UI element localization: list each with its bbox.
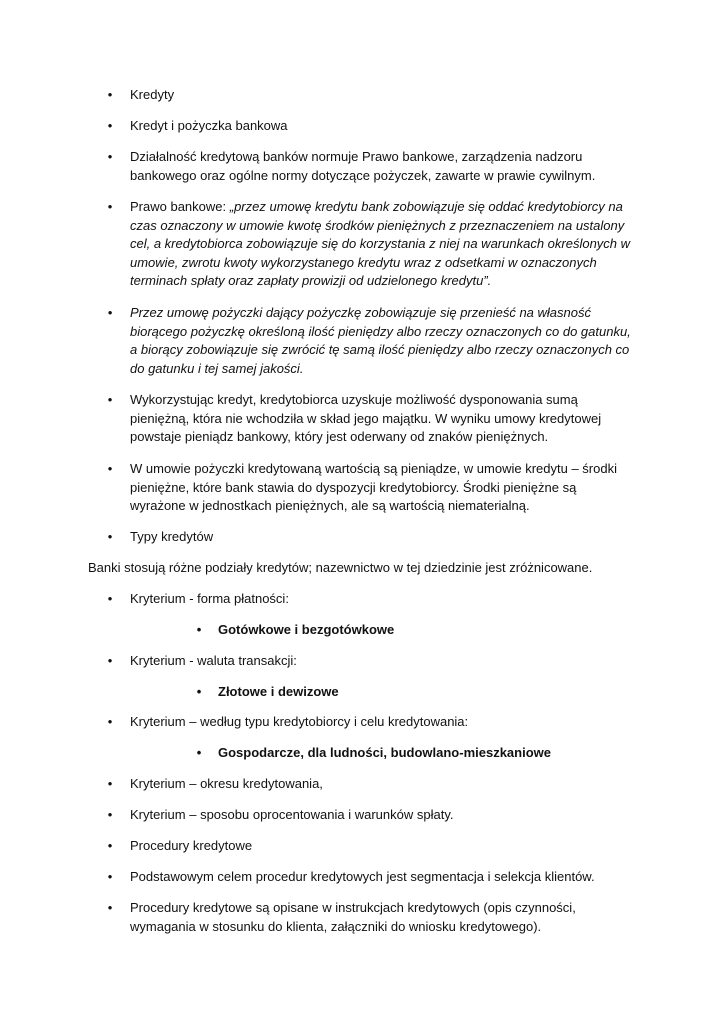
list-item (107, 775, 635, 794)
list-item-lead: Prawo bankowe: (130, 199, 230, 214)
list-item-text: Podstawowym celem procedur kredytowych jest segmentacja i selekcja klientów. (130, 869, 595, 884)
list-item (107, 198, 635, 291)
list-item (107, 148, 635, 185)
list-item-text: Procedury kredytowe (130, 838, 253, 853)
list-item-text: Wykorzystując kredyt, kredytobiorca uzyskuje możliwość dysponowania sumą pieniężną, która nie wchodziła w skład jego majątku. W wyniku umowy kredytowej powstaje pieniądz bankowy, który jest oderwany od znaków pieniężnych. (130, 392, 602, 444)
list-item-text: Kryterium – sposobu oprocentowania i warunków spłaty. (130, 807, 454, 822)
bullet-icon: • (107, 591, 113, 606)
list-item (107, 590, 635, 609)
list-item-text: Kredyty (130, 87, 175, 102)
list-item (107, 117, 635, 136)
list-item (107, 86, 635, 105)
bullet-icon: • (107, 714, 113, 729)
bullet-icon: • (107, 653, 113, 668)
sub-list-item (196, 621, 638, 640)
bullet-icon: • (107, 149, 113, 164)
list-item-text: Kryterium – według typu kredytobiorcy i celu kredytowania: (130, 714, 469, 729)
list-item (107, 460, 635, 516)
paragraph: Banki stosują różne podziały kredytów; nazewnictwo w tej dziedzinie jest zróżnicowane. (88, 560, 593, 575)
bullet-icon: • (107, 900, 113, 915)
bullet-icon: • (196, 745, 202, 760)
list-item-text: Kredyt i pożyczka bankowa (130, 118, 288, 133)
list-item (107, 837, 635, 856)
sub-list-item-text: Złotowe i dewizowe (218, 684, 339, 699)
sub-list-item (196, 744, 638, 763)
bullet-icon: • (107, 199, 113, 214)
list-item (107, 713, 635, 732)
sub-list-item-text: Gotówkowe i bezgotówkowe (218, 622, 395, 637)
sub-list-item-text: Gospodarcze, dla ludności, budowlano-mieszkaniowe (218, 745, 551, 760)
bullet-icon: • (107, 118, 113, 133)
bullet-icon: • (107, 776, 113, 791)
bullet-icon: • (107, 529, 113, 544)
list-item-text: Działalność kredytową banków normuje Prawo bankowe, zarządzenia nadzoru bankowego oraz ogólne normy dotyczące pożyczek, zawarte w prawie cywilnym. (130, 149, 596, 183)
bullet-icon: • (107, 305, 113, 320)
bullet-icon: • (196, 622, 202, 637)
list-item (107, 652, 635, 671)
bullet-icon: • (107, 461, 113, 476)
list-item (107, 868, 635, 887)
bullet-icon: • (107, 87, 113, 102)
list-item-text: Kryterium – okresu kredytowania, (130, 776, 323, 791)
bullet-icon: • (107, 807, 113, 822)
list-item (107, 304, 635, 378)
list-item-text: Kryterium - forma płatności: (130, 591, 289, 606)
list-item (107, 391, 635, 447)
list-item-text: W umowie pożyczki kredytowaną wartością są pieniądze, w umowie kredytu – środki pieniężne, które bank stawia do dyspozycji kredytobiorcy. Środki pieniężne są wyrażone w jednostkach pieniężnych, ale są wartością niematerialną. (130, 461, 617, 513)
sub-list-item (196, 683, 638, 702)
bullet-icon: • (107, 392, 113, 407)
list-item-text: Przez umowę pożyczki dający pożyczkę zobowiązuje się przenieść na własność biorącego pożyczkę określoną ilość pieniędzy albo rzeczy oznaczonych co do gatunku, a biorący zobowiązuje się zwrócić tę samą ilość pieniędzy albo rzeczy oznaczonych co do gatunku i tej samej jakości. (130, 305, 631, 376)
list-item (107, 899, 635, 936)
law-quote: „przez umowę kredytu bank zobowiązuje się oddać kredytobiorcy na czas oznaczony w umowie kwotę środków pieniężnych z przeznaczeniem na ustalony cel, a kredytobiorca zobowiązuje się do korzystania z niej na warunkach określonych w umowie, zwrotu kwoty wykorzystanego kredytu wraz z odsetkami w oznaczonych terminach spłaty oraz zapłaty prowizji od udzielonego kredytu”. (130, 199, 631, 288)
list-item-text: Kryterium - waluta transakcji: (130, 653, 297, 668)
list-item-text: Typy kredytów (130, 529, 214, 544)
bullet-icon: • (196, 684, 202, 699)
list-item (107, 528, 635, 547)
list-item-text: Procedury kredytowe są opisane w instrukcjach kredytowych (opis czynności, wymagania w stosunku do klienta, załączniki do wniosku kredytowego). (130, 900, 576, 934)
bullet-icon: • (107, 869, 113, 884)
list-item (107, 806, 635, 825)
bullet-icon: • (107, 838, 113, 853)
